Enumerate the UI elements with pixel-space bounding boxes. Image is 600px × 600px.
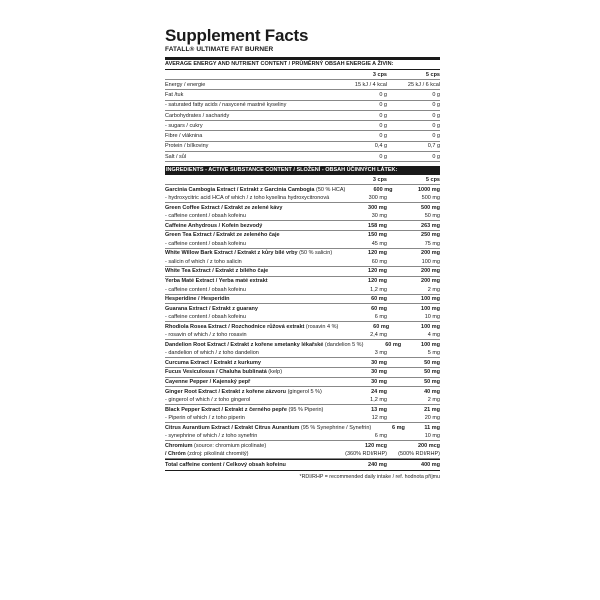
ingredient-value-3cps: 6 mg — [392, 424, 405, 431]
nutrient-value-5cps: 0 g — [432, 102, 440, 109]
ingredient-value-3cps: 60 mg — [371, 305, 387, 312]
ingredient-sub-value-5cps: 50 mg — [424, 213, 440, 220]
ingredient-sub-value-5cps: 20 mg — [424, 415, 440, 422]
ingredient-value-3cps: 120 mg — [368, 278, 387, 285]
ingredient-sub-name: - dandelion of which / z toho dandelion — [165, 350, 259, 357]
ingredient-extra: (gingerol 5 %) — [286, 388, 322, 395]
ingredient-group — [165, 368, 440, 378]
total-caffeine-row — [165, 459, 440, 470]
ingredient-name-cell — [165, 205, 334, 211]
ingredient-group — [165, 405, 440, 423]
ingredient-subrow — [165, 331, 440, 339]
ingredient-value-5cps: 100 mg — [421, 305, 440, 312]
ingredient-value-3cps: 60 mg — [371, 296, 387, 303]
ingredient-name: Yerba Maté Extract / Yerba maté extrakt — [165, 278, 268, 285]
nutrient-value-3cps: 0 g — [379, 102, 387, 109]
chromium-row — [165, 441, 440, 459]
ingredient-value-5cps: 100 mg — [421, 323, 440, 330]
chromium-v2: 200 mcg — [417, 442, 440, 449]
ingredient-group — [165, 340, 440, 358]
ingredient-value-5cps: 1000 mg — [417, 186, 440, 193]
ingredient-value-3cps: 150 mg — [368, 232, 387, 239]
chromium-v1: 120 mcg — [364, 442, 387, 449]
ingredient-sub-value-5cps: 75 mg — [424, 240, 440, 247]
ingredient-sub-value-5cps: 4 mg — [427, 332, 440, 339]
ingredients-column-header — [165, 175, 440, 185]
nutrient-row — [165, 80, 440, 90]
ingredient-name-cell — [165, 389, 334, 395]
ingredient-name-cell — [165, 223, 334, 229]
ingredient-subrow — [165, 432, 440, 440]
ingredient-value-5cps: 263 mg — [421, 222, 440, 229]
ingredient-row — [165, 387, 440, 396]
ingredient-name: Rhodiola Rosea Extract / Rozchodnice růžová extrakt — [165, 323, 305, 330]
ingredient-value-5cps: 100 mg — [421, 296, 440, 303]
ingredient-value-5cps: 50 mg — [424, 379, 440, 386]
ingredient-sub-value-5cps: 10 mg — [424, 314, 440, 321]
ingredient-sub-value-3cps: 45 mg — [371, 240, 387, 247]
ingredient-sub-value-5cps: 2 mg — [427, 397, 440, 404]
ingredient-group — [165, 358, 440, 368]
ingredient-row — [165, 221, 440, 230]
ingredient-value-3cps: 158 mg — [368, 222, 387, 229]
ingredient-sub-name: - caffeine content / obsah kofeinu — [165, 286, 246, 293]
divider-bottom — [165, 470, 440, 471]
ingredient-extra: (50 % HCA) — [314, 186, 346, 193]
ingredient-extra: (95 % Piperin) — [286, 406, 324, 413]
ingredient-sub-name: - hydroxycitric acid HCA of which / z toho kyselina hydroxycitronová — [165, 195, 330, 202]
ingredient-group — [165, 203, 440, 221]
nutrient-value-3cps: 0 g — [379, 153, 387, 160]
ingredient-row — [165, 358, 440, 367]
nutrient-name: Carbohydrates / sacharidy — [165, 112, 230, 119]
ingredient-value-5cps: 250 mg — [421, 232, 440, 239]
ingredient-subrow — [165, 212, 440, 220]
ingredient-value-5cps: 200 mg — [421, 250, 440, 257]
product-name: FATALL® ULTIMATE FAT BURNER — [165, 46, 274, 53]
nutrient-row — [165, 90, 440, 100]
chromium-name: Chromium — [165, 442, 193, 449]
nutrient-value-5cps: 0 g — [432, 153, 440, 160]
nutrient-row — [165, 152, 440, 162]
ingredient-row — [165, 231, 440, 240]
ingredient-subrow — [165, 194, 440, 202]
ingredient-name-cell — [165, 369, 334, 375]
ingredient-value-3cps: 60 mg — [385, 341, 402, 348]
ingredient-row — [165, 295, 440, 304]
ingredient-value-5cps: 11 mg — [424, 424, 440, 431]
ingredient-name: Green Tea Extract / Extrakt ze zeleného čaje — [165, 232, 280, 239]
ingredient-name: White Tea Extract / Extrakt z bílého čaje — [165, 268, 269, 275]
ingredient-group — [165, 231, 440, 249]
nutrient-value-5cps: 0 g — [432, 112, 440, 119]
ingredient-row — [165, 423, 440, 432]
ingredient-extra: (rosavin 4 %) — [304, 323, 339, 330]
ingredient-sub-value-3cps: 60 mg — [371, 258, 387, 265]
ingredient-value-3cps: 30 mg — [371, 379, 387, 386]
ingredient-sub-value-3cps: 2,4 mg — [370, 332, 387, 339]
nutrient-value-3cps: 0 g — [379, 91, 387, 98]
ingredient-group — [165, 387, 440, 405]
ingredient-group — [165, 277, 440, 295]
ingredient-group — [165, 249, 440, 267]
ingredient-sub-name: - caffeine content / obsah kofeinu — [165, 240, 246, 247]
ingredient-name: Caffeine Anhydrous / Kofein bezvodý — [165, 222, 263, 229]
ingredient-name-cell — [165, 296, 334, 302]
nutrient-value-3cps: 0 g — [379, 122, 387, 129]
ingredient-row — [165, 405, 440, 414]
nutrient-value-3cps: 15 kJ / 4 kcal — [354, 81, 387, 88]
chromium-sub-source: (zdroj: pikolinát chromitý) — [185, 451, 249, 458]
nutrient-row — [165, 131, 440, 141]
ingredients-col1: 3 cps — [372, 176, 387, 183]
ingredient-name-cell — [165, 250, 334, 256]
ingredient-name: Garcinia Cambogia Extract / Extrakt z Garcinia Cambogia — [165, 186, 315, 193]
ingredient-name-cell — [165, 379, 334, 385]
ingredient-sub-value-3cps: 6 mg — [374, 433, 387, 440]
nutrient-value-5cps: 0 g — [432, 122, 440, 129]
ingredient-sub-value-3cps: 6 mg — [374, 314, 387, 321]
ingredient-value-5cps: 40 mg — [424, 388, 440, 395]
supplement-facts-label — [165, 26, 440, 481]
ingredient-sub-value-3cps: 1,2 mg — [370, 286, 387, 293]
ingredient-value-5cps: 200 mg — [421, 278, 440, 285]
ingredient-value-3cps: 120 mg — [368, 250, 387, 257]
ingredient-subrow — [165, 349, 440, 357]
ingredient-name: Ginger Root Extract / Extrakt z kořene zázvoru — [165, 388, 287, 395]
label-title: Supplement Facts — [165, 26, 309, 45]
nutrient-name: Fibre / vláknina — [165, 133, 203, 140]
total-caffeine-v2: 400 mg — [421, 462, 440, 469]
nutrient-row — [165, 142, 440, 152]
nutrient-name: Protein / bílkoviny — [165, 143, 209, 150]
ingredient-subrow — [165, 414, 440, 422]
ingredient-sub-value-5cps: 2 mg — [427, 286, 440, 293]
footnote: *RDI/RHP = recommended daily intake / ref. hodnota příjmu — [299, 474, 440, 481]
ingredient-value-5cps: 500 mg — [421, 204, 440, 211]
chromium-source: (source: chromium picolinate) — [192, 442, 267, 449]
ingredient-name-cell — [165, 306, 334, 312]
ingredient-subrow — [165, 313, 440, 321]
ingredient-name-cell — [165, 324, 338, 330]
ingredient-name: Curcuma Extract / Extrakt z kurkumy — [165, 359, 261, 366]
ingredient-subrow — [165, 285, 440, 293]
ingredient-sub-value-3cps: 1,2 mg — [370, 397, 387, 404]
ingredient-value-5cps: 50 mg — [424, 369, 440, 376]
ingredient-name-cell — [165, 407, 334, 413]
ingredient-group — [165, 267, 440, 277]
ingredient-name: Dandelion Root Extract / Extrakt z kořene smetanky lékařské — [165, 341, 324, 348]
nutrient-row — [165, 101, 440, 111]
ingredient-value-5cps: 100 mg — [421, 341, 440, 348]
ingredient-group — [165, 221, 440, 231]
ingredient-sub-name: - gingerol of which / z toho gingerol — [165, 397, 251, 404]
ingredient-name-cell — [165, 232, 334, 238]
ingredient-extra: (95 % Synephrine / Synefrin) — [299, 424, 372, 431]
ingredient-group — [165, 423, 440, 441]
ingredient-row — [165, 322, 440, 331]
nutrient-value-5cps: 0 g — [432, 91, 440, 98]
ingredient-name: Guarana Extract / Extrakt z guarany — [165, 305, 258, 312]
ingredient-group — [165, 295, 440, 305]
ingredient-subrow — [165, 258, 440, 266]
ingredient-sub-name: - caffeine content / obsah kofeinu — [165, 314, 246, 321]
ingredient-subrow — [165, 396, 440, 404]
ingredient-extra: (kelp) — [266, 369, 283, 376]
total-caffeine-v1: 240 mg — [368, 462, 387, 469]
nutrients-col2: 5 cps — [425, 71, 440, 78]
ingredient-value-3cps: 30 mg — [371, 369, 387, 376]
ingredient-group — [165, 304, 440, 322]
ingredient-name-cell — [165, 360, 334, 366]
nutrients-table — [165, 80, 440, 162]
ingredient-sub-value-3cps: 30 mg — [371, 213, 387, 220]
ingredient-value-5cps: 200 mg — [421, 268, 440, 275]
ingredient-sub-value-5cps: 5 mg — [427, 350, 440, 357]
ingredient-group — [165, 378, 440, 388]
ingredient-row — [165, 340, 440, 349]
ingredient-name-cell — [165, 187, 345, 193]
ingredient-name-cell — [165, 425, 371, 431]
ingredient-value-3cps: 30 mg — [371, 359, 387, 366]
ingredient-name-cell — [165, 268, 334, 274]
ingredient-row — [165, 185, 440, 194]
chromium-sub-name: / Chróm — [165, 451, 186, 458]
chromium-rdi-v1: (360% RDI/RHP) — [345, 451, 387, 458]
ingredient-subrow — [165, 240, 440, 248]
ingredient-extra: (50 % salicin) — [297, 250, 333, 257]
ingredient-name: White Willow Bark Extract / Extrakt z kůry bílé vrby — [165, 250, 298, 257]
ingredient-value-3cps: 120 mg — [368, 268, 387, 275]
nutrient-name: - saturated fatty acids / nasycené mastné kyseliny — [165, 102, 287, 109]
ingredient-value-3cps: 13 mg — [371, 406, 387, 413]
ingredient-name: Green Coffee Extract / Extrakt ze zelené kávy — [165, 204, 283, 211]
nutrients-col1: 3 cps — [372, 71, 387, 78]
ingredient-name: Cayenne Pepper / Kajenský pepř — [165, 379, 251, 386]
ingredients-heading: INGREDIENTS - ACTIVE SUBSTANCE CONTENT / SLOŽENÍ - OBSAH ÚČINNÝCH LÁTEK: — [165, 166, 440, 175]
ingredient-sub-value-5cps: 10 mg — [424, 433, 440, 440]
ingredient-sub-name: - rosavin of which / z toho rosavin — [165, 332, 247, 339]
ingredient-sub-value-5cps: 100 mg — [421, 258, 440, 265]
ingredient-row — [165, 277, 440, 286]
nutrient-row — [165, 111, 440, 121]
nutrient-name: Energy / energie — [165, 81, 206, 88]
ingredient-name: Citrus Aurantium Extract / Extrakt Citrus Aurantium — [165, 424, 300, 431]
ingredient-sub-value-3cps: 3 mg — [374, 350, 387, 357]
ingredient-row — [165, 249, 440, 258]
ingredient-sub-name: - synephrine of which / z toho synefrin — [165, 433, 258, 440]
nutrient-value-5cps: 0,7 g — [427, 143, 440, 150]
ingredient-value-3cps: 24 mg — [371, 388, 387, 395]
ingredients-col2: 5 cps — [425, 176, 440, 183]
ingredient-row — [165, 203, 440, 212]
nutrient-value-3cps: 0 g — [379, 133, 387, 140]
ingredient-group — [165, 185, 440, 203]
ingredient-name: Hesperidine / Hesperidin — [165, 296, 230, 303]
ingredient-value-3cps: 60 mg — [373, 323, 390, 330]
ingredient-extra: (dandelion 5 %) — [323, 341, 364, 348]
nutrient-value-3cps: 0,4 g — [374, 143, 387, 150]
ingredient-sub-value-5cps: 500 mg — [421, 195, 440, 202]
ingredient-sub-name: - Piperin of which / z toho piperin — [165, 415, 245, 422]
ingredient-name: Black Pepper Extract / Extrakt z černého pepře — [165, 406, 287, 413]
ingredient-value-5cps: 21 mg — [424, 406, 440, 413]
ingredient-name-cell — [165, 342, 363, 348]
ingredient-sub-name: - salicin of which / z toho salicin — [165, 258, 242, 265]
nutrient-value-5cps: 25 kJ / 6 kcal — [407, 81, 440, 88]
ingredient-row — [165, 378, 440, 387]
nutrient-name: - sugars / cukry — [165, 122, 203, 129]
nutrient-row — [165, 121, 440, 131]
ingredient-sub-value-3cps: 300 mg — [368, 195, 387, 202]
ingredient-sub-name: - caffeine content / obsah kofeinu — [165, 213, 246, 220]
nutrient-value-3cps: 0 g — [379, 112, 387, 119]
ingredient-value-5cps: 50 mg — [424, 359, 440, 366]
nutrient-name: Fat /tuk — [165, 91, 184, 98]
ingredient-value-3cps: 600 mg — [373, 186, 393, 193]
ingredient-row — [165, 267, 440, 276]
ingredient-name: Fucus Vesiculosus / Chaluha bublinatá — [165, 369, 267, 376]
ingredient-sub-value-3cps: 12 mg — [371, 415, 387, 422]
ingredients-table — [165, 185, 440, 441]
nutrients-column-header — [165, 70, 440, 80]
ingredient-row — [165, 368, 440, 377]
nutrient-value-5cps: 0 g — [432, 133, 440, 140]
ingredient-group — [165, 322, 440, 340]
chromium-rdi-v2: (500% RDI/RHP) — [398, 451, 440, 458]
nutrients-heading: AVERAGE ENERGY AND NUTRIENT CONTENT / PRŮMĚRNÝ OBSAH ENERGIE A ŽIVIN: — [165, 61, 394, 67]
ingredient-name-cell — [165, 278, 334, 284]
ingredient-row — [165, 304, 440, 313]
ingredient-value-3cps: 300 mg — [368, 204, 387, 211]
nutrient-name: Salt / sůl — [165, 153, 187, 160]
total-caffeine-name: Total caffeine content / Celkový obsah kofeinu — [165, 462, 286, 469]
